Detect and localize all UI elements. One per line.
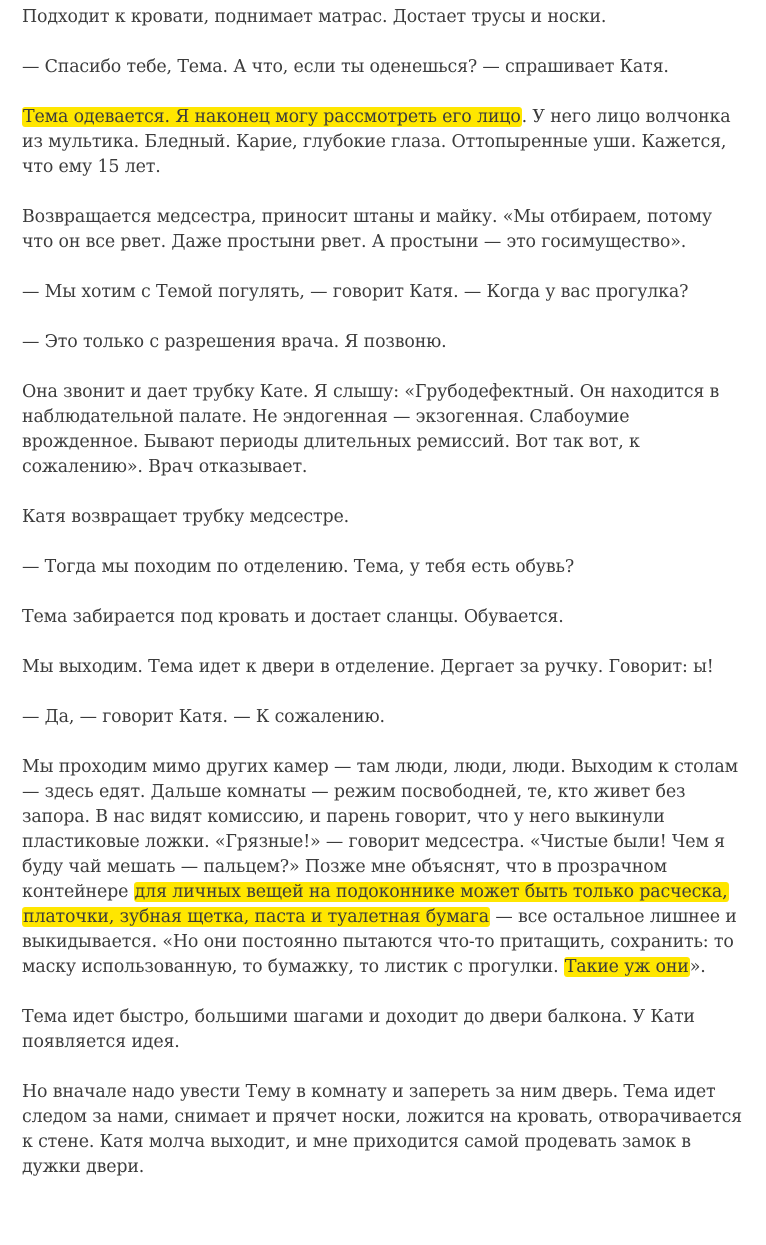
paragraph [22, 380, 742, 480]
text-segment: Подходит к кровати, поднимает матрас. Достает трусы и носки. [22, 7, 607, 27]
paragraph [22, 605, 742, 630]
article-body [22, 5, 742, 1205]
text-segment: Мы проходим мимо других камер — там люди, люди, люди. Выходим к столам — здесь едят. Дальше комнаты — режим посвободней, те, кто живет без запора. В нас видят комиссию, и парень говорит, что у него выкинули пластиковые ложки. «Грязные!» — говорит медсестра. «Чистые были! Чем я буду чай мешать — пальцем?» Позже мне объяснят, что в прозрачном контейнере [22, 757, 738, 902]
highlighted-text[interactable]: Тема одевается. Я наконец могу рассмотреть его лицо [23, 107, 521, 127]
text-segment: Но вначале надо увести Тему в комнату и запереть за ним дверь. Тема идет следом за нами, снимает и прячет носки, ложится на кровать, отворачивается к стене. Катя молча выходит, и мне приходится самой продевать замок в дужки двери. [22, 1082, 743, 1177]
paragraph [22, 5, 742, 30]
text-segment: Мы выходим. Тема идет к двери в отделение. Дергает за ручку. Говорит: ы! [22, 657, 714, 677]
text-segment: ». [689, 957, 706, 977]
paragraph [22, 705, 742, 730]
text-segment: Тема забирается под кровать и достает сланцы. Обувается. [22, 607, 564, 627]
text-segment: — все остальное лишнее и выкидывается. «Но они постоянно пытаются что-то притащить, сохранить: то маску использованную, то бумажку, то листик с прогулки. [22, 907, 737, 977]
text-segment: Тема идет быстро, большими шагами и доходит до двери балкона. У Кати появляется идея. [22, 1007, 695, 1052]
text-segment: — Мы хотим с Темой погулять, — говорит Катя. — Когда у вас прогулка? [22, 282, 689, 302]
paragraph [22, 105, 742, 180]
paragraph [22, 205, 742, 255]
paragraph [22, 655, 742, 680]
text-segment: — Тогда мы походим по отделению. Тема, у тебя есть обувь? [22, 557, 575, 577]
paragraph [22, 1005, 742, 1055]
text-segment: Возвращается медсестра, приносит штаны и майку. «Мы отбираем, потому что он все рвет. Даже простыни рвет. А простыни — это госимущество». [22, 207, 712, 252]
paragraph [22, 330, 742, 355]
text-segment: Катя возвращает трубку медсестре. [22, 507, 349, 527]
highlighted-text[interactable]: для личных вещей на подоконнике может быть только расческа, платочки, зубная щетка, паста и туалетная бумага [23, 882, 728, 927]
text-segment: — Да, — говорит Катя. — К сожалению. [22, 707, 385, 727]
paragraph [22, 555, 742, 580]
paragraph [22, 280, 742, 305]
text-segment: Она звонит и дает трубку Кате. Я слышу: «Грубодефектный. Он находится в наблюдательной палате. Не эндогенная — экзогенная. Слабоумие врожденное. Бывают периоды длительных ремиссий. Вот так вот, к сожалению». Врач отказывает. [22, 382, 720, 477]
paragraph [22, 505, 742, 530]
paragraph [22, 55, 742, 80]
highlighted-text[interactable]: Такие уж они [564, 957, 689, 977]
text-segment: . У него лицо волчонка из мультика. Бледный. Карие, глубокие глаза. Оттопыренные уши. Кажется, что ему 15 лет. [22, 107, 731, 177]
text-segment: — Это только с разрешения врача. Я позвоню. [22, 332, 447, 352]
paragraph [22, 755, 742, 980]
text-segment: — Спасибо тебе, Тема. А что, если ты оденешься? — спрашивает Катя. [22, 57, 669, 77]
paragraph [22, 1080, 742, 1180]
